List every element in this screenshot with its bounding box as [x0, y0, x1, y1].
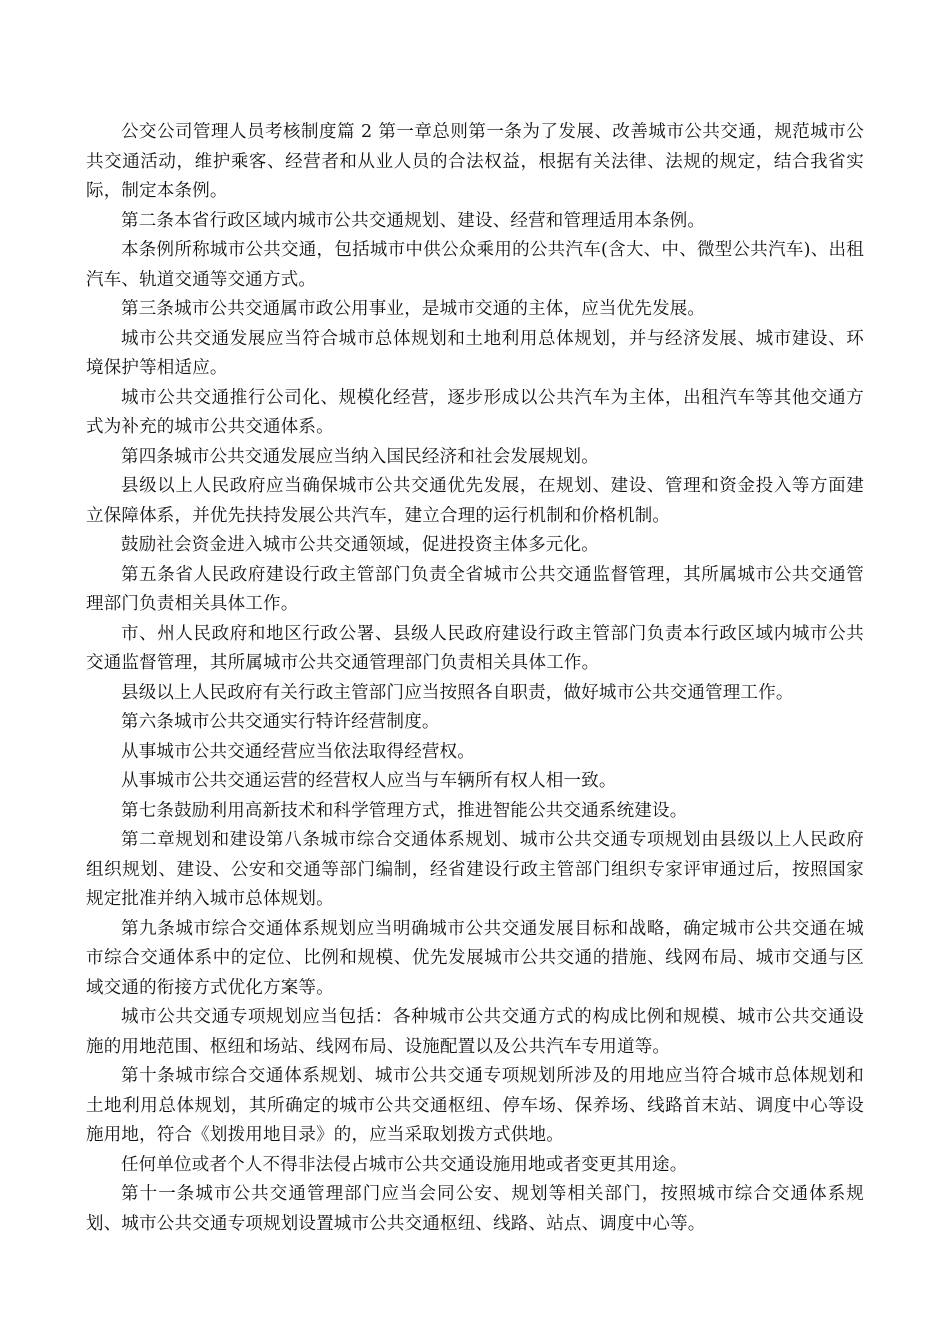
- paragraph-14: 从事城市公共交通经营应当依法取得经营权。: [121, 741, 475, 762]
- paragraph-17: 第二章规划和建设第八条城市综合交通体系规划、城市公共交通专项规划由县级以上人民政府组织规划、建设、公安和交通等部门编制，经省建设行政主管部门组织专家评审通过后，按照国家规定批准并纳入城市总体规划。: [86, 830, 864, 909]
- paragraph-16: 第七条鼓励利用高新技术和科学管理方式，推进智能公共交通系统建设。: [121, 800, 688, 821]
- paragraph-19: 城市公共交通专项规划应当包括：各种城市公共交通方式的构成比例和规模、城市公共交通设施的用地范围、枢纽和场站、线网布局、设施配置以及公共汽车专用道等。: [86, 1007, 864, 1057]
- paragraph-2: 第二条本省行政区域内城市公共交通规划、建设、经营和管理适用本条例。: [121, 210, 706, 231]
- paragraph-10: 第五条省人民政府建设行政主管部门负责全省城市公共交通监督管理，其所属城市公共交通管理部门负责相关具体工作。: [86, 564, 864, 614]
- paragraph-11: 市、州人民政府和地区行政公署、县级人民政府建设行政主管部门负责本行政区域内城市公共交通监督管理，其所属城市公共交通管理部门负责相关具体工作。: [86, 623, 864, 673]
- paragraph-20: 第十条城市综合交通体系规划、城市公共交通专项规划所涉及的用地应当符合城市总体规划和土地利用总体规划，其所确定的城市公共交通枢纽、停车场、保养场、线路首末站、调度中心等设施用地，符合《划拨用地目录》的，应当采取划拨方式供地。: [86, 1066, 864, 1145]
- paragraph-3: 本条例所称城市公共交通，包括城市中供公众乘用的公共汽车(含大、中、微型公共汽车)、出租汽车、轨道交通等交通方式。: [86, 240, 864, 290]
- paragraph-5: 城市公共交通发展应当符合城市总体规划和土地利用总体规划，并与经济发展、城市建设、环境保护等相适应。: [86, 328, 864, 378]
- paragraph-22: 第十一条城市公共交通管理部门应当会同公安、规划等相关部门，按照城市综合交通体系规划、城市公共交通专项规划设置城市公共交通枢纽、线路、站点、调度中心等。: [86, 1184, 864, 1234]
- paragraph-13: 第六条城市公共交通实行特许经营制度。: [121, 712, 440, 732]
- paragraph-6: 城市公共交通推行公司化、规模化经营，逐步形成以公共汽车为主体，出租汽车等其他交通方式为补充的城市公共交通体系。: [86, 387, 864, 437]
- paragraph-4: 第三条城市公共交通属市政公用事业，是城市交通的主体，应当优先发展。: [121, 299, 706, 319]
- paragraph-21: 任何单位或者个人不得非法侵占城市公共交通设施用地或者变更其用途。: [121, 1154, 688, 1175]
- paragraph-1: 公交公司管理人员考核制度篇 2 第一章总则第一条为了发展、改善城市公共交通，规范城市公共交通活动，维护乘客、经营者和从业人员的合法权益，根据有关法律、法规的规定，结合我省实际，制定本条例。: [86, 122, 864, 201]
- paragraph-8: 县级以上人民政府应当确保城市公共交通优先发展，在规划、建设、管理和资金投入等方面建立保障体系，并优先扶持发展公共汽车，建立合理的运行机制和价格机制。: [86, 476, 864, 526]
- document-body: [86, 118, 864, 1239]
- paragraph-15: 从事城市公共交通运营的经营权人应当与车辆所有权人相一致。: [121, 771, 617, 791]
- paragraph-12: 县级以上人民政府有关行政主管部门应当按照各自职责，做好城市公共交通管理工作。: [121, 682, 794, 703]
- paragraph-9: 鼓励社会资金进入城市公共交通领域，促进投资主体多元化。: [121, 535, 599, 555]
- paragraph-7: 第四条城市公共交通发展应当纳入国民经济和社会发展规划。: [121, 446, 599, 467]
- paragraph-18: 第九条城市综合交通体系规划应当明确城市公共交通发展目标和战略，确定城市公共交通在城市综合交通体系中的定位、比例和规模、优先发展城市公共交通的措施、线网布局、城市交通与区域交通的衔接方式优化方案等。: [86, 918, 864, 998]
